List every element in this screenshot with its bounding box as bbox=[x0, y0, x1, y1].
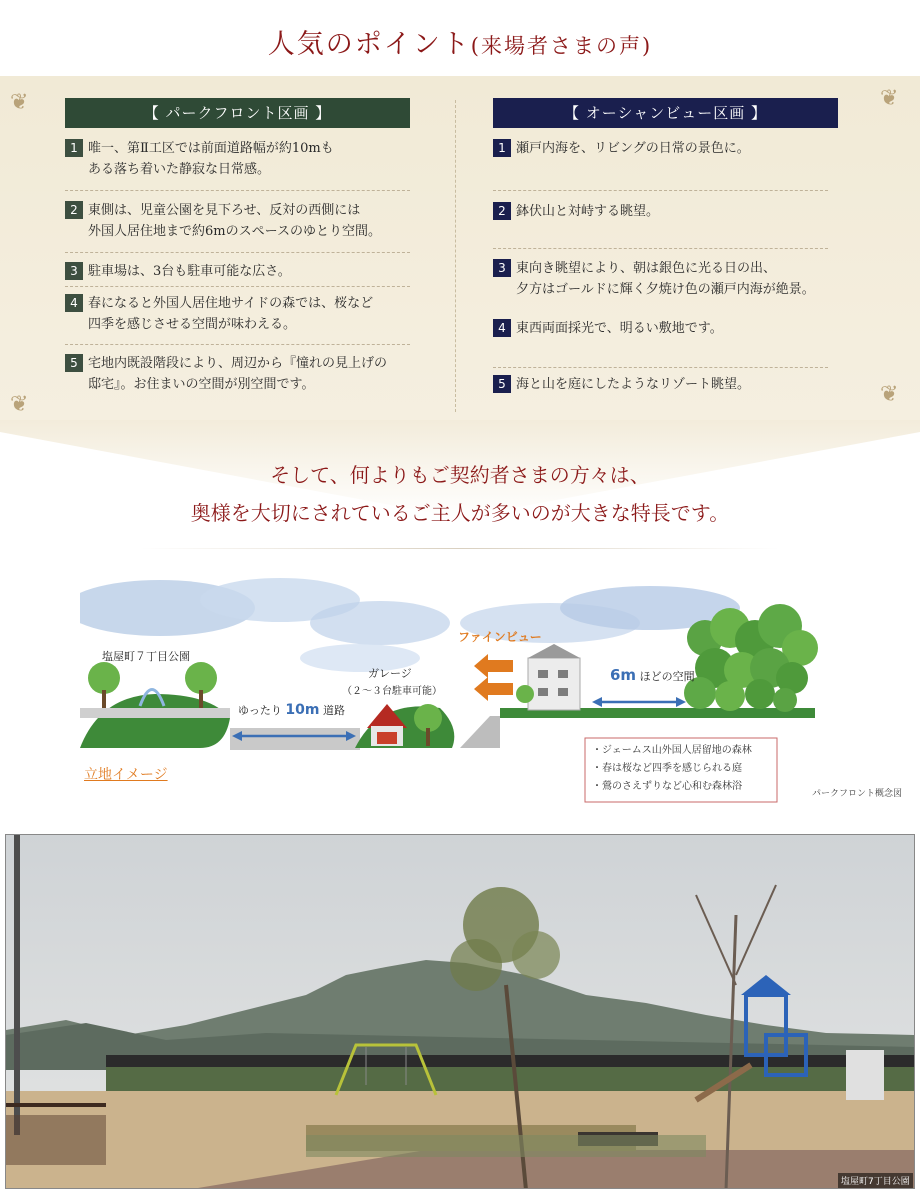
item-text-cont: 邸宅』。お住まいの空間が別空間です。 bbox=[88, 377, 315, 392]
column-divider bbox=[455, 100, 456, 412]
park-item-2 bbox=[65, 200, 410, 242]
road-label bbox=[238, 702, 345, 718]
item-number: 4 bbox=[65, 294, 83, 312]
item-number: 5 bbox=[493, 375, 511, 393]
ocean-view-column bbox=[493, 98, 838, 128]
item-text: 鉢伏山と対峙する眺望。 bbox=[516, 204, 660, 219]
bullet-item: ・鶯のさえずりなど心和む森林浴 bbox=[592, 781, 742, 792]
divider bbox=[65, 286, 410, 287]
ornament-top-left-icon: ❦ bbox=[10, 90, 29, 115]
ornament-bottom-right-icon: ❦ bbox=[880, 382, 899, 407]
item-number: 5 bbox=[65, 354, 83, 372]
road-value: 10m bbox=[285, 702, 320, 718]
park-front-column bbox=[65, 98, 410, 128]
site-diagram bbox=[80, 578, 912, 808]
diagram-caption: パークフロント概念図 bbox=[812, 789, 903, 799]
item-text: 海と山を庭にしたようなリゾート眺望。 bbox=[516, 377, 751, 392]
bullet-item: ・ジェームス山外国人居留地の森林 bbox=[592, 745, 752, 756]
item-text: 宅地内既設階段により、周辺から『憧れの見上げの bbox=[88, 356, 388, 371]
ocean-item-3 bbox=[493, 258, 838, 300]
park-item-4 bbox=[65, 293, 410, 335]
title-main: 人気のポイント bbox=[267, 29, 471, 60]
item-text-cont: 四季を感じさせる空間が味わえる。 bbox=[88, 317, 297, 332]
park-label: 塩屋町７丁目公園 bbox=[102, 650, 190, 663]
item-text: 春になると外国人居住地サイドの森では、桜など bbox=[88, 296, 374, 311]
item-number: 2 bbox=[493, 202, 511, 220]
divider bbox=[65, 252, 410, 253]
item-number: 3 bbox=[65, 262, 83, 280]
ornament-bottom-left-icon: ❦ bbox=[10, 392, 29, 417]
park-front-header: 【 パークフロント区画 】 bbox=[65, 98, 410, 128]
divider bbox=[65, 190, 410, 191]
item-number: 1 bbox=[493, 139, 511, 157]
item-number: 2 bbox=[65, 201, 83, 219]
slogan-line-1: そして、何よりもご契約者さまの方々は、 bbox=[270, 463, 650, 487]
space-suffix: ほどの空間 bbox=[639, 670, 695, 683]
park-photo-image bbox=[6, 835, 915, 1189]
item-number: 4 bbox=[493, 319, 511, 337]
item-text-cont: 外国人居住地まで約6mのスペースのゆとり空間。 bbox=[88, 224, 381, 239]
item-text-cont: 夕方はゴールドに輝く夕焼け色の瀬戸内海が絶景。 bbox=[516, 282, 815, 297]
title-sub: (来場者さまの声) bbox=[470, 34, 653, 58]
ornament-top-right-icon: ❦ bbox=[880, 86, 899, 111]
park-photo bbox=[5, 834, 915, 1189]
item-text: 唯一、第Ⅱ工区では前面道路幅が約10mも bbox=[88, 141, 334, 156]
ocean-item-1 bbox=[493, 138, 838, 159]
photo-caption: 塩屋町7丁目公園 bbox=[838, 1173, 913, 1188]
item-text: 瀬戸内海を、リビングの日常の景色に。 bbox=[516, 141, 750, 156]
park-item-5 bbox=[65, 353, 410, 395]
park-item-3 bbox=[65, 261, 410, 282]
garage-label: ガレージ bbox=[368, 667, 412, 680]
diagram-illustration bbox=[80, 578, 912, 808]
garage-sub-label: （２～３台駐車可能） bbox=[342, 686, 442, 697]
item-text-cont: ある落ち着いた静寂な日常感。 bbox=[88, 162, 271, 177]
ocean-view-header: 【 オーシャンビュー区画 】 bbox=[493, 98, 838, 128]
item-text: 東西両面採光で、明るい敷地です。 bbox=[516, 321, 723, 336]
ocean-item-4 bbox=[493, 318, 838, 339]
divider bbox=[65, 344, 410, 345]
item-text: 駐車場は、3台も駐車可能な広さ。 bbox=[88, 264, 291, 279]
road-suffix: 道路 bbox=[322, 704, 345, 717]
item-text: 東側は、児童公園を見下ろせ、反対の西側には bbox=[88, 203, 361, 218]
divider bbox=[493, 367, 828, 368]
ocean-item-5 bbox=[493, 374, 838, 395]
space-label bbox=[610, 666, 695, 684]
divider bbox=[493, 190, 828, 191]
park-item-1 bbox=[65, 138, 410, 180]
space-value: 6m bbox=[610, 666, 637, 684]
item-number: 1 bbox=[65, 139, 83, 157]
fine-view-label: ファインビュー bbox=[458, 630, 542, 644]
bullet-item: ・春は桜など四季を感じられる庭 bbox=[592, 763, 742, 774]
item-number: 3 bbox=[493, 259, 511, 277]
location-image-link[interactable]: 立地イメージ bbox=[84, 767, 168, 783]
feature-bullets bbox=[592, 742, 752, 796]
road-prefix: ゆったり bbox=[238, 704, 282, 717]
divider bbox=[493, 248, 828, 249]
slogan-line-2: 奥様を大切にされているご主人が多いのが大きな特長です。 bbox=[190, 501, 730, 525]
item-text: 東向き眺望により、朝は銀色に光る日の出、 bbox=[516, 261, 777, 276]
page-title bbox=[0, 22, 920, 61]
slogan bbox=[0, 456, 920, 532]
ocean-item-2 bbox=[493, 201, 838, 222]
section-divider bbox=[140, 548, 780, 549]
